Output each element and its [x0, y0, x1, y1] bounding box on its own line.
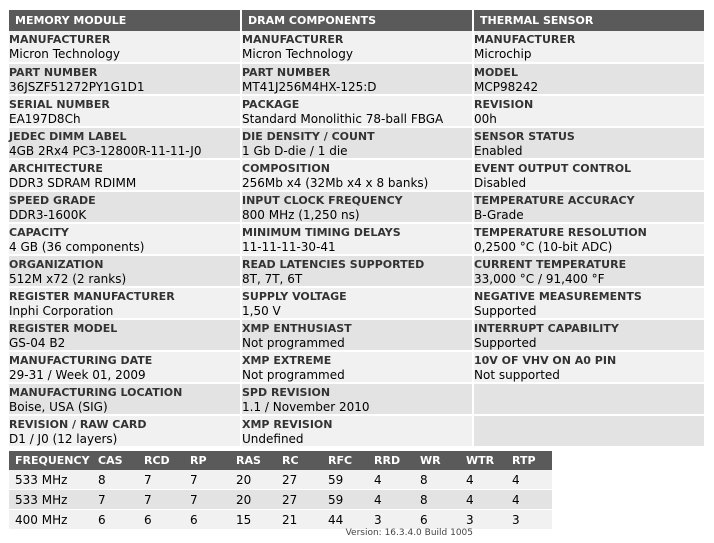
- timing-cell: 6: [414, 510, 460, 530]
- timing-cell: 8: [92, 470, 138, 490]
- section-header-row: [9, 10, 705, 31]
- info-label: TEMPERATURE RESOLUTION: [474, 226, 647, 239]
- info-value: Enabled: [474, 144, 523, 158]
- info-label: DIE DENSITY / COUNT: [242, 130, 375, 143]
- info-cell: [9, 127, 241, 159]
- info-value: Micron Technology: [242, 47, 353, 61]
- info-value: EA197D8Ch: [9, 112, 81, 126]
- timing-col-header: RTP: [506, 451, 552, 470]
- info-label: SPEED GRADE: [9, 194, 96, 207]
- memory-module-header: MEMORY MODULE: [9, 10, 241, 31]
- info-cell: [241, 383, 473, 415]
- info-cell: [473, 127, 705, 159]
- info-cell: [473, 319, 705, 351]
- version-label: Version: 16.3.4.0 Build 1005: [345, 528, 473, 538]
- timing-col-header: WTR: [460, 451, 506, 470]
- timing-cell: 3: [506, 510, 552, 530]
- info-cell: [241, 95, 473, 127]
- info-cell: [473, 63, 705, 95]
- empty-cell: [473, 415, 705, 447]
- info-row: [9, 31, 705, 63]
- timing-col-header: WR: [414, 451, 460, 470]
- info-label: SPD REVISION: [242, 386, 331, 399]
- info-value: Not supported: [474, 368, 560, 382]
- timing-cell: 400 MHz: [9, 510, 92, 530]
- info-label: ARCHITECTURE: [9, 162, 103, 175]
- timing-row: [9, 470, 552, 490]
- timing-cell: 4: [506, 470, 552, 490]
- info-cell: [241, 191, 473, 223]
- info-cell: [473, 223, 705, 255]
- timing-cell: 4: [506, 490, 552, 510]
- info-row: [9, 287, 705, 319]
- info-value: 1,50 V: [242, 304, 281, 318]
- spd-info-table: [9, 10, 706, 448]
- info-value: Disabled: [474, 176, 527, 190]
- info-value: Boise, USA (SIG): [9, 400, 108, 414]
- info-row: [9, 127, 705, 159]
- info-label: PART NUMBER: [242, 66, 331, 79]
- timing-cell: 7: [138, 470, 184, 490]
- info-cell: [241, 287, 473, 319]
- timing-cell: 15: [230, 510, 276, 530]
- info-cell: [9, 351, 241, 383]
- timing-cell: 27: [276, 470, 322, 490]
- info-label: READ LATENCIES SUPPORTED: [242, 258, 425, 271]
- info-label: PACKAGE: [242, 98, 300, 111]
- info-value: DDR3-1600K: [9, 208, 87, 222]
- info-label: COMPOSITION: [242, 162, 330, 175]
- timing-cell: 59: [322, 490, 368, 510]
- info-label: MODEL: [474, 66, 518, 79]
- info-value: 256Mb x4 (32Mb x4 x 8 banks): [242, 176, 429, 190]
- info-value: Standard Monolithic 78-ball FBGA: [242, 112, 444, 126]
- timing-cell: 27: [276, 490, 322, 510]
- info-cell: [9, 287, 241, 319]
- info-label: XMP EXTREME: [242, 354, 332, 367]
- info-row: [9, 63, 705, 95]
- info-row: [9, 351, 705, 383]
- info-cell: [9, 383, 241, 415]
- timing-col-header: RCD: [138, 451, 184, 470]
- info-value: 1.1 / November 2010: [242, 400, 370, 414]
- info-label: CURRENT TEMPERATURE: [474, 258, 627, 271]
- timing-cell: 44: [322, 510, 368, 530]
- info-cell: [9, 95, 241, 127]
- info-cell: [9, 31, 241, 63]
- info-cell: [241, 63, 473, 95]
- info-cell: [9, 191, 241, 223]
- info-value: 11-11-11-30-41: [242, 240, 336, 254]
- info-value: MCP98242: [474, 80, 539, 94]
- info-value: 512M x72 (2 ranks): [9, 272, 127, 286]
- info-label: PART NUMBER: [9, 66, 98, 79]
- timing-cell: 4: [460, 470, 506, 490]
- timing-col-header: RRD: [368, 451, 414, 470]
- info-value: GS-04 B2: [9, 336, 66, 350]
- empty-cell: [473, 383, 705, 415]
- info-cell: [473, 351, 705, 383]
- info-value: 00h: [474, 112, 497, 126]
- info-label: MANUFACTURER: [474, 33, 576, 46]
- info-label: INTERRUPT CAPABILITY: [474, 322, 619, 335]
- timing-col-header: CAS: [92, 451, 138, 470]
- info-row: [9, 191, 705, 223]
- info-row: [9, 319, 705, 351]
- info-value: MT41J256M4HX-125:D: [242, 80, 377, 94]
- timing-cell: 8: [414, 470, 460, 490]
- timing-col-header: RFC: [322, 451, 368, 470]
- info-cell: [241, 319, 473, 351]
- info-cell: [473, 159, 705, 191]
- info-label: SENSOR STATUS: [474, 130, 575, 143]
- timing-cell: 7: [184, 470, 230, 490]
- info-cell: [9, 255, 241, 287]
- timing-cell: 3: [368, 510, 414, 530]
- info-label: REVISION / RAW CARD: [9, 418, 147, 431]
- info-row: [9, 95, 705, 127]
- timing-cell: 7: [184, 490, 230, 510]
- timing-cell: 7: [138, 490, 184, 510]
- info-row: [9, 223, 705, 255]
- timing-col-header: FREQUENCY: [9, 451, 92, 470]
- info-label: SUPPLY VOLTAGE: [242, 290, 347, 303]
- timing-row: [9, 510, 552, 530]
- dram-components-header: DRAM COMPONENTS: [241, 10, 473, 31]
- info-value: DDR3 SDRAM RDIMM: [9, 176, 137, 190]
- info-value: Not programmed: [242, 368, 345, 382]
- info-label: 10V OF VHV ON A0 PIN: [474, 354, 617, 367]
- info-cell: [9, 319, 241, 351]
- info-value: 8T, 7T, 6T: [242, 272, 303, 286]
- info-label: XMP REVISION: [242, 418, 333, 431]
- info-value: 4 GB (36 components): [9, 240, 145, 254]
- timing-row: [9, 490, 552, 510]
- info-cell: [241, 415, 473, 447]
- timing-cell: 533 MHz: [9, 490, 92, 510]
- info-cell: [473, 191, 705, 223]
- timing-col-header: RP: [184, 451, 230, 470]
- info-label: EVENT OUTPUT CONTROL: [474, 162, 632, 175]
- info-value: B-Grade: [474, 208, 524, 222]
- timing-cell: 20: [230, 470, 276, 490]
- info-label: MANUFACTURING LOCATION: [9, 386, 183, 399]
- info-label: NEGATIVE MEASUREMENTS: [474, 290, 642, 303]
- info-value: Micron Technology: [9, 47, 120, 61]
- info-row: [9, 415, 705, 447]
- info-value: Supported: [474, 336, 537, 350]
- info-label: MANUFACTURING DATE: [9, 354, 153, 367]
- info-cell: [241, 223, 473, 255]
- info-label: XMP ENTHUSIAST: [242, 322, 352, 335]
- info-label: REGISTER MODEL: [9, 322, 118, 335]
- timing-cell: 7: [92, 490, 138, 510]
- info-cell: [241, 31, 473, 63]
- timing-cell: 4: [460, 490, 506, 510]
- timing-col-header: RC: [276, 451, 322, 470]
- info-label: INPUT CLOCK FREQUENCY: [242, 194, 403, 207]
- timing-cell: 6: [184, 510, 230, 530]
- info-cell: [9, 223, 241, 255]
- info-cell: [241, 351, 473, 383]
- info-value: 0,2500 °C (10-bit ADC): [474, 240, 613, 254]
- timing-cell: 6: [92, 510, 138, 530]
- info-label: REVISION: [474, 98, 534, 111]
- info-value: 800 MHz (1,250 ns): [242, 208, 360, 222]
- info-label: ORGANIZATION: [9, 258, 104, 271]
- info-label: MANUFACTURER: [242, 33, 344, 46]
- timing-cell: 4: [368, 470, 414, 490]
- thermal-sensor-header: THERMAL SENSOR: [473, 10, 705, 31]
- info-cell: [473, 255, 705, 287]
- info-value: 4GB 2Rx4 PC3-12800R-11-11-J0: [9, 144, 202, 158]
- info-label: MINIMUM TIMING DELAYS: [242, 226, 401, 239]
- info-row: [9, 159, 705, 191]
- info-label: REGISTER MANUFACTURER: [9, 290, 175, 303]
- timing-cell: 3: [460, 510, 506, 530]
- info-cell: [241, 127, 473, 159]
- info-cell: [473, 31, 705, 63]
- info-cell: [9, 415, 241, 447]
- info-row: [9, 383, 705, 415]
- info-value: D1 / J0 (12 layers): [9, 432, 118, 446]
- info-label: TEMPERATURE ACCURACY: [474, 194, 635, 207]
- timing-cell: 59: [322, 470, 368, 490]
- info-cell: [473, 95, 705, 127]
- info-cell: [241, 159, 473, 191]
- info-label: SERIAL NUMBER: [9, 98, 110, 111]
- info-value: Inphi Corporation: [9, 304, 114, 318]
- timing-table: [9, 451, 552, 530]
- info-value: 29-31 / Week 01, 2009: [9, 368, 146, 382]
- timing-cell: 533 MHz: [9, 470, 92, 490]
- timing-header-row: [9, 451, 552, 470]
- info-label: MANUFACTURER: [9, 33, 111, 46]
- info-label: CAPACITY: [9, 226, 69, 239]
- info-cell: [9, 63, 241, 95]
- info-value: Supported: [474, 304, 537, 318]
- timing-cell: 4: [368, 490, 414, 510]
- info-cell: [9, 159, 241, 191]
- info-label: JEDEC DIMM LABEL: [9, 130, 127, 143]
- info-value: 1 Gb D-die / 1 die: [242, 144, 348, 158]
- info-value: 33,000 °C / 91,400 °F: [474, 272, 605, 286]
- info-value: Undefined: [242, 432, 304, 446]
- info-value: Not programmed: [242, 336, 345, 350]
- timing-cell: 21: [276, 510, 322, 530]
- timing-cell: 20: [230, 490, 276, 510]
- timing-cell: 6: [138, 510, 184, 530]
- info-value: Microchip: [474, 47, 532, 61]
- timing-col-header: RAS: [230, 451, 276, 470]
- info-cell: [473, 287, 705, 319]
- info-cell: [241, 255, 473, 287]
- info-value: 36JSZF51272PY1G1D1: [9, 80, 145, 94]
- info-row: [9, 255, 705, 287]
- timing-cell: 8: [414, 490, 460, 510]
